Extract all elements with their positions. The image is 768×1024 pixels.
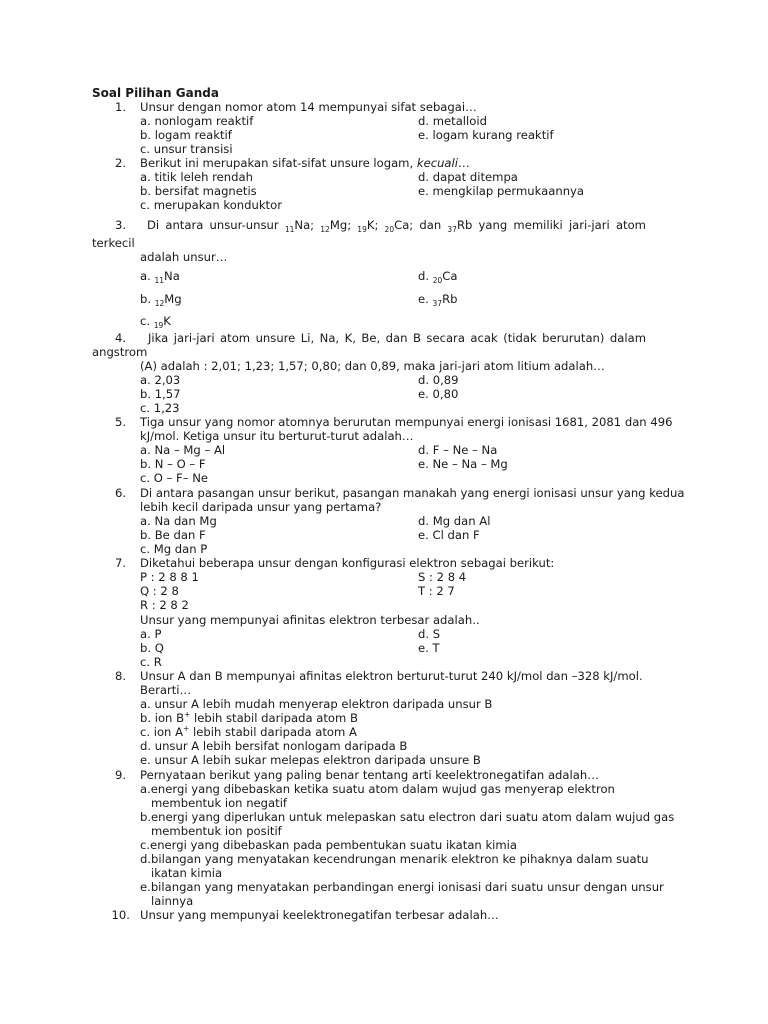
option-b: b. 1,57 [140,387,181,401]
question-word: jari-jari [173,331,215,345]
question-text: Berikut ini merupakan sifat-sifat unsure logam, kecuali… [140,156,470,170]
question-text: Pernyataan berikut yang paling benar tentang arti keelektronegatifan adalah… [140,768,599,782]
question-number: 5. [114,415,126,429]
option-d: d. $_{20}$Ca [418,269,458,285]
option-a: a. unsur A lebih mudah menyerap elektron daripada unsur B [140,697,493,711]
option-a: a. nonlogam reaktif [140,114,254,128]
question-text-continued: (A) adalah : 2,01; 1,23; 1,57; 0,80; dan 0,89, maka jari-jari atom litium adalah… [140,359,605,373]
question-word: Li, [300,331,315,345]
option-d: d. Mg dan Al [418,514,491,528]
question-text: Unsur dengan nomor atom 14 mempunyai sifat sebagai… [140,100,477,114]
page-title: Soal Pilihan Ganda [92,86,219,100]
option-b: b. Q [140,641,164,655]
question-word: secara [426,331,465,345]
question-text: Di antara pasangan unsur berikut, pasangan manakah yang energi ionisasi unsur yang kedua [140,486,685,500]
option-d: d.bilangan yang menyatakan kecendrungan menarik elektron ke pihaknya dalam suatu [140,852,649,866]
option-e: e. mengkilap permukaannya [418,184,585,198]
emphasis-text: kecuali [416,156,458,170]
question-word: B [412,331,421,345]
question-word: atom [220,331,251,345]
question-text-continued: terkecil [92,236,135,250]
option-d: d. metalloid [418,114,487,128]
question-word: berurutan) [542,331,605,345]
question-word: dan [385,331,408,345]
option-b: b. $_{12}$Mg [140,292,182,308]
option-a: a. titik leleh rendah [140,170,253,184]
config-t: T : 2 7 [418,584,455,598]
question-text-continued: angstrom [92,345,148,359]
option-c: c. unsur transisi [140,142,233,156]
question-text-continued: Unsur yang mempunyai afinitas elektron terbesar adalah.. [140,613,480,627]
question-text: Unsur A dan B mempunyai afinitas elektron berturut-turut 240 kJ/mol dan –328 kJ/mol. [140,669,643,683]
option-b: b.energi yang diperlukan untuk melepaskan satu electron dari suatu atom dalam wujud gas [140,810,675,824]
question-text: Di antara unsur-unsur $_{11}$Na; $_{12}$Mg; $_{19}$K; $_{20}$Ca; dan $_{37}$Rb yang memiliki jari-jari atom [147,218,646,234]
question-word: K, [344,331,356,345]
option-d: d. dapat ditempa [418,170,518,184]
option-a: a. 2,03 [140,373,181,387]
question-text [148,331,646,345]
option-e: e. 0,80 [418,387,459,401]
question-word: acak [470,331,498,345]
option-d: d. F – Ne – Na [418,443,498,457]
config-s: S : 2 8 4 [418,570,467,584]
option-c: c. $_{19}$K [140,314,171,330]
option-b: b. Be dan F [140,528,206,542]
question-number: 2. [114,156,126,170]
option-a-continued: membentuk ion negatif [151,796,287,810]
option-e: e. unsur A lebih sukar melepas elektron daripada unsure B [140,753,481,767]
option-a: a.energi yang dibebaskan ketika suatu atom dalam wujud gas menyerap elektron [140,782,615,796]
option-c: c. O – F– Ne [140,471,208,485]
option-c: c.energi yang dibebaskan pada pembentukan suatu ikatan kimia [140,838,518,852]
option-a: a. P [140,627,162,641]
question-number: 10. [111,908,130,922]
option-c: c. R [140,655,162,669]
question-word: Na, [319,331,340,345]
question-text-continued: kJ/mol. Ketiga unsur itu berturut-turut adalah… [140,429,414,443]
question-text-continued: adalah unsur… [140,250,228,264]
question-number: 4. [114,331,126,345]
option-b: b. bersifat magnetis [140,184,257,198]
question-number: 1. [114,100,126,114]
option-b: b. logam reaktif [140,128,232,142]
question-text: Diketahui beberapa unsur dengan konfigurasi elektron sebagai berikut: [140,556,555,570]
option-b: b. N – O – F [140,457,206,471]
option-c: c. merupakan konduktor [140,198,282,212]
question-word: Jika [148,331,169,345]
question-word: (tidak [503,331,537,345]
question-number: 6. [114,486,126,500]
option-e: e. Ne – Na – Mg [418,457,508,471]
config-p: P : 2 8 8 1 [140,570,199,584]
option-d: d. unsur A lebih bersifat nonlogam daripada B [140,739,408,753]
question-number: 3. [114,218,126,232]
question-text: Tiga unsur yang nomor atomnya berurutan mempunyai energi ionisasi 1681, 2081 dan 496 [140,415,673,429]
question-number: 8. [114,669,126,683]
question-text-continued: lebih kecil daripada unsur yang pertama? [140,500,382,514]
question-text: Unsur yang mempunyai keelektronegatifan terbesar adalah… [140,908,499,922]
option-e: e. $_{37}$Rb [418,292,458,308]
option-b-continued: membentuk ion positif [151,824,282,838]
question-word: Be, [361,331,381,345]
option-a: a. Na dan Mg [140,514,217,528]
question-number: 9. [114,768,126,782]
question-word: dalam [609,331,646,345]
option-e-continued: lainnya [151,894,194,908]
config-r: R : 2 8 2 [140,598,189,612]
question-text-continued: Berarti… [140,683,192,697]
option-d-continued: ikatan kimia [151,866,223,880]
option-d: d. 0,89 [418,373,459,387]
option-b: b. ion B+ lebih stabil daripada atom B [140,710,358,725]
question-number: 7. [114,556,126,570]
option-e: e. logam kurang reaktif [418,128,554,142]
option-e: e. T [418,641,440,655]
option-c: c. ion A+ lebih stabil daripada atom A [140,724,357,739]
option-e: e.bilangan yang menyatakan perbandingan energi ionisasi dari suatu unsur dengan unsur [140,880,664,894]
option-a: a. Na – Mg – Al [140,443,226,457]
option-c: c. Mg dan P [140,542,208,556]
question-word: unsure [255,331,296,345]
option-c: c. 1,23 [140,401,180,415]
config-q: Q : 2 8 [140,584,179,598]
option-a: a. $_{11}$Na [140,269,180,285]
option-e: e. Cl dan F [418,528,480,542]
option-d: d. S [418,627,441,641]
